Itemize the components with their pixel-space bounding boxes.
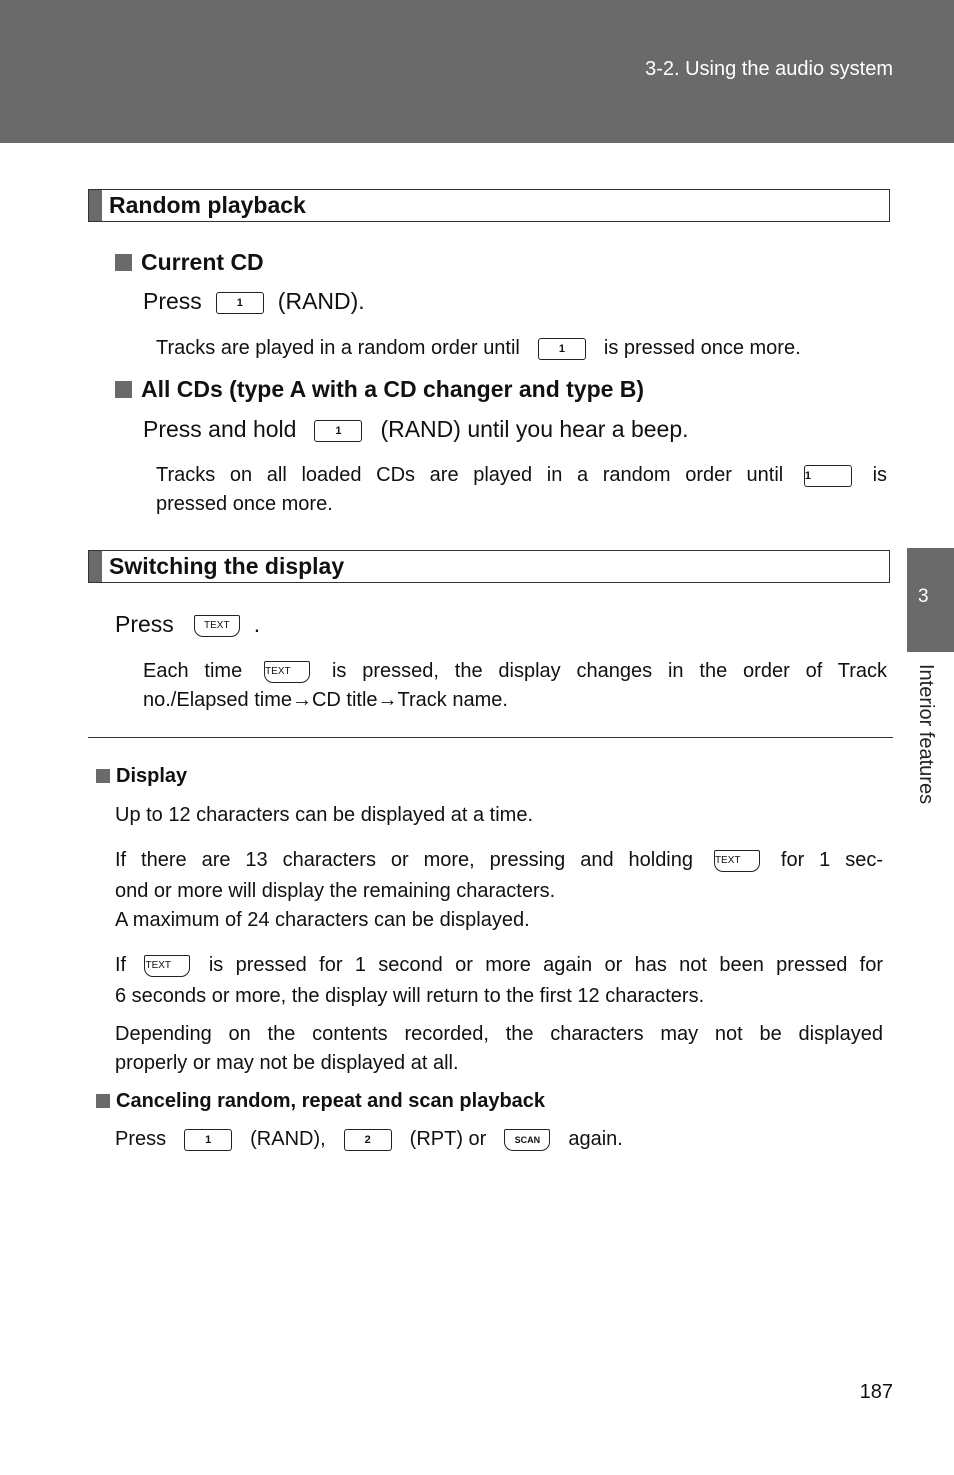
scan-button-icon: SCAN — [504, 1129, 550, 1151]
square-bullet-icon — [115, 381, 132, 398]
rand-button-icon: 1 — [184, 1129, 232, 1151]
switching-display-heading — [88, 550, 890, 583]
text-button-icon: TEXT — [264, 661, 310, 683]
display-paragraph-4: Depending on the contents recorded, the characters may not be displayed properly or may not be displayed at all. — [115, 1023, 883, 1074]
display-paragraph-3: If TEXT is pressed for 1 second or more again or has not been pressed for 6 seconds or more, the display will return to the first 12 characters. — [115, 954, 884, 1007]
switching-display-title: Switching the display — [109, 553, 345, 579]
rand-button-icon: 1 — [216, 292, 264, 314]
current-cd-heading: Current CD — [115, 249, 264, 276]
heading-bar — [89, 551, 102, 582]
text-button-icon: TEXT — [194, 615, 240, 637]
rand-button-icon: 1 — [314, 420, 362, 442]
divider — [88, 737, 893, 738]
display-paragraph-1: Up to 12 characters can be displayed at a time. — [115, 804, 534, 826]
cancel-instruction: Press 1 (RAND), 2 (RPT) or SCAN again. — [115, 1128, 623, 1150]
chapter-tab — [907, 548, 954, 652]
all-cds-heading: All CDs (type A with a CD changer and type B) — [115, 376, 644, 403]
page-number: 187 — [859, 1381, 893, 1403]
current-cd-instruction: Press 1 (RAND). — [143, 288, 365, 314]
switching-instruction: Press TEXT . — [115, 611, 261, 637]
chapter-label: Interior features — [915, 664, 937, 805]
current-cd-note: Tracks are played in a random order until 1 is pressed once more. — [156, 337, 801, 359]
rand-button-icon: 1 — [804, 465, 852, 487]
switching-note: Each time TEXT is pressed, the display changes in the order of Track no./Elapsed time→CD title→Track name. — [143, 660, 887, 711]
chapter-number: 3 — [918, 586, 929, 607]
text-button-icon: TEXT — [144, 955, 190, 977]
square-bullet-icon — [96, 1094, 110, 1108]
rand-button-icon: 1 — [538, 338, 586, 360]
rpt-button-icon: 2 — [344, 1129, 392, 1151]
all-cds-instruction: Press and hold 1 (RAND) until you hear a beep. — [143, 416, 689, 442]
all-cds-note: Tracks on all loaded CDs are played in a random order until 1 is pressed once more. — [156, 464, 888, 515]
text-button-icon: TEXT — [714, 850, 760, 872]
header-band — [0, 0, 954, 143]
square-bullet-icon — [115, 254, 132, 271]
header-section-title: 3-2. Using the audio system — [645, 58, 893, 80]
cancel-heading: Canceling random, repeat and scan playback — [96, 1090, 545, 1113]
display-heading: Display — [96, 765, 187, 788]
heading-bar — [89, 190, 102, 221]
square-bullet-icon — [96, 769, 110, 783]
display-paragraph-2: If there are 13 characters or more, pressing and holding TEXT for 1 sec- ond or more will display the remaining characters. A maximum of 24 characters can be displayed. — [115, 849, 884, 931]
random-playback-heading — [88, 189, 890, 222]
random-playback-title: Random playback — [109, 192, 306, 218]
